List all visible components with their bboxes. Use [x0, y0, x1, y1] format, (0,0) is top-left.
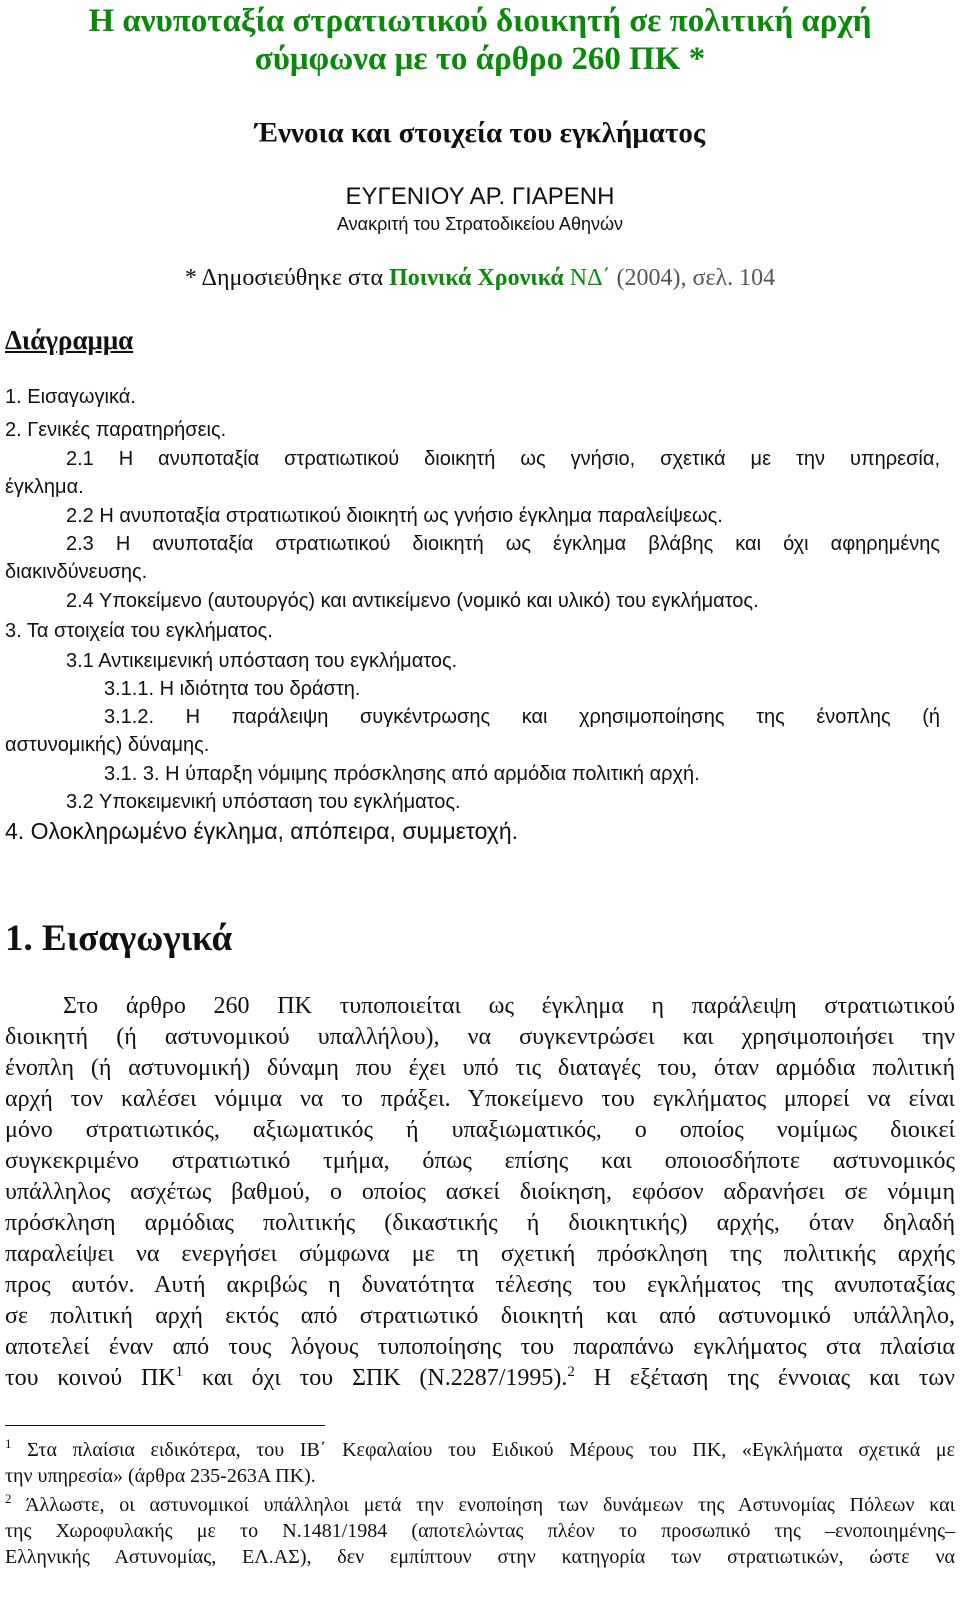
- body-text-fragment: και όχι του ΣΠΚ (Ν.2287/1995).: [183, 1365, 568, 1391]
- body-line: αρχή τον καλέσει νόμιμα να το πράξει. Υποκείμενο του εγκλήματος μπορεί να είναι: [5, 1086, 955, 1112]
- body-line: αποτελεί έναν από τους λόγους τυποποίησης του παραπάνω εγκλήματος στα πλαίσια: [5, 1334, 955, 1360]
- toc-item-continuation: έγκλημα.: [5, 476, 84, 498]
- footnote-number: 2: [5, 1491, 12, 1506]
- body-line-last: [5, 1363, 955, 1393]
- body-line: συγκεκριμένο στρατιωτικό τμήμα, όπως επίσης και οποιοσδήποτε αστυνομικός: [5, 1148, 955, 1174]
- publication-details: (2004), σελ. 104: [610, 265, 776, 291]
- footnote-ref-2[interactable]: 2: [567, 1364, 575, 1380]
- footnote-line: Ελληνικής Αστυνομίας, ΕΛ.ΑΣ), δεν εμπίπτουν στην κατηγορία των στρατιωτικών, ώστε να: [5, 1546, 955, 1568]
- footnote-line: της Χωροφυλακής με το Ν.1481/1984 (αποτελώντας πλέον το προσωπικό της –ενοποιημένης–: [5, 1520, 955, 1542]
- toc-item: 4. Ολοκληρωμένο έγκλημα, απόπειρα, συμμετοχή.: [5, 818, 519, 844]
- publication-prefix: * Δημοσιεύθηκε στα: [184, 265, 390, 291]
- footnote-ref-1[interactable]: 1: [175, 1364, 184, 1380]
- author-name: ΕΥΓΕΝΙΟΥ ΑΡ. ΓΙΑΡΕΝΗ: [345, 183, 615, 210]
- author-role: Ανακριτή του Στρατοδικείου Αθηνών: [336, 214, 624, 234]
- body-line: πρόσκληση αρμόδιας πολιτικής (δικαστικής ή διοικητικής) αρχής, όταν δηλαδή: [5, 1210, 955, 1236]
- toc-item: 3.2 Υποκειμενική υπόσταση του εγκλήματος.: [66, 791, 461, 813]
- diagram-heading: Διάγραμμα: [5, 325, 134, 355]
- toc-item: 3.1.1. Η ιδιότητα του δράστη.: [104, 678, 361, 700]
- footnote-line: την υπηρεσία» (άρθρα 235-263Α ΠΚ).: [5, 1465, 316, 1487]
- toc-item: 1. Εισαγωγικά.: [5, 386, 136, 408]
- toc-item-continuation: αστυνομικής) δύναμης.: [5, 734, 210, 756]
- body-line: προς αυτόν. Αυτή ακριβώς η δυνατότητα τέλεσης του εγκλήματος της ανυποταξίας: [5, 1272, 955, 1298]
- footnote-line: [5, 1437, 955, 1463]
- body-text-fragment: του κοινού ΠΚ: [5, 1365, 176, 1391]
- body-line: σε πολιτική αρχή εκτός από στρατιωτικό διοικητή και από αστυνομικό υπάλληλο,: [5, 1303, 955, 1329]
- footnote-separator: [5, 1425, 325, 1426]
- body-text-fragment: Η εξέταση της έννοιας και των: [574, 1365, 956, 1391]
- toc-item: 2. Γενικές παρατηρήσεις.: [5, 419, 227, 441]
- toc-item-continuation: διακινδύνευσης.: [5, 561, 148, 583]
- footnote-line: [5, 1492, 955, 1518]
- toc-item: 2.1 Η ανυποταξία στρατιωτικού διοικητή ως γνήσιο, σχετικά με την υπηρεσία,: [66, 448, 940, 470]
- toc-item: 3.1.2. Η παράλειψη συγκέντρωσης και χρησιμοποίησης της ένοπλης (ή: [104, 706, 940, 728]
- body-line: υπάλληλος ασχέτως βαθμού, ο οποίος ασκεί διοίκηση, εφόσον αδρανήσει σε νόμιμη: [5, 1179, 955, 1205]
- body-line: Στο άρθρο 260 ΠΚ τυποποιείται ως έγκλημα η παράλειψη στρατιωτικού: [63, 993, 955, 1019]
- footnote-text: Στα πλαίσια ειδικότερα, του ΙΒ΄ Κεφαλαίου του Ειδικού Μέρους του ΠΚ, «Εγκλήματα σχετικά με: [27, 1439, 955, 1461]
- footnote-text: Άλλωστε, οι αστυνομικοί υπάλληλοι μετά την ενοποίηση των δυνάμεων της Αστυνομίας Πόλεων και: [25, 1494, 955, 1516]
- toc-item: 3.1. 3. Η ύπαρξη νόμιμης πρόσκλησης από αρμόδια πολιτική αρχή.: [104, 763, 700, 785]
- title-line-2: σύμφωνα με το άρθρο 260 ΠΚ *: [254, 41, 706, 77]
- toc-item: 3. Τα στοιχεία του εγκλήματος.: [5, 620, 273, 642]
- publication-note: [0, 265, 960, 292]
- footnote-number: 1: [5, 1436, 12, 1451]
- publication-journal: Ποινικά Χρονικά: [389, 265, 564, 291]
- publication-volume: ΝΔ΄: [563, 265, 611, 291]
- body-line: διοικητή (ή αστυνομικού υπαλλήλου), να συγκεντρώσει και χρησιμοποιήσει την: [5, 1024, 955, 1050]
- body-line: μόνο στρατιωτικός, αξιωματικός ή υπαξιωματικός, ο οποίος νομίμως διοικεί: [5, 1117, 955, 1143]
- toc-item: 3.1 Αντικειμενική υπόσταση του εγκλήματος.: [66, 650, 458, 672]
- toc-item: 2.2 Η ανυποταξία στρατιωτικού διοικητή ως γνήσιο έγκλημα παραλείψεως.: [66, 505, 723, 527]
- toc-item: 2.3 Η ανυποταξία στρατιωτικού διοικητή ως έγκλημα βλάβης και όχι αφηρημένης: [66, 533, 940, 555]
- section-heading: 1. Εισαγωγικά: [5, 918, 233, 959]
- subtitle: Έννοια και στοιχεία του εγκλήματος: [254, 117, 706, 149]
- title-line-1: Η ανυποταξία στρατιωτικού διοικητή σε πολιτική αρχή: [88, 3, 872, 39]
- body-line: παραλείψει να ενεργήσει σύμφωνα με τη σχετική πρόσκληση της πολιτικής αρχής: [5, 1241, 955, 1267]
- body-line: ένοπλη (ή αστυνομική) δύναμη που έχει υπό τις διαταγές του, όταν αρμόδια πολιτική: [5, 1055, 955, 1081]
- toc-item: 2.4 Υποκείμενο (αυτουργός) και αντικείμενο (νομικό και υλικό) του εγκλήματος.: [66, 590, 759, 612]
